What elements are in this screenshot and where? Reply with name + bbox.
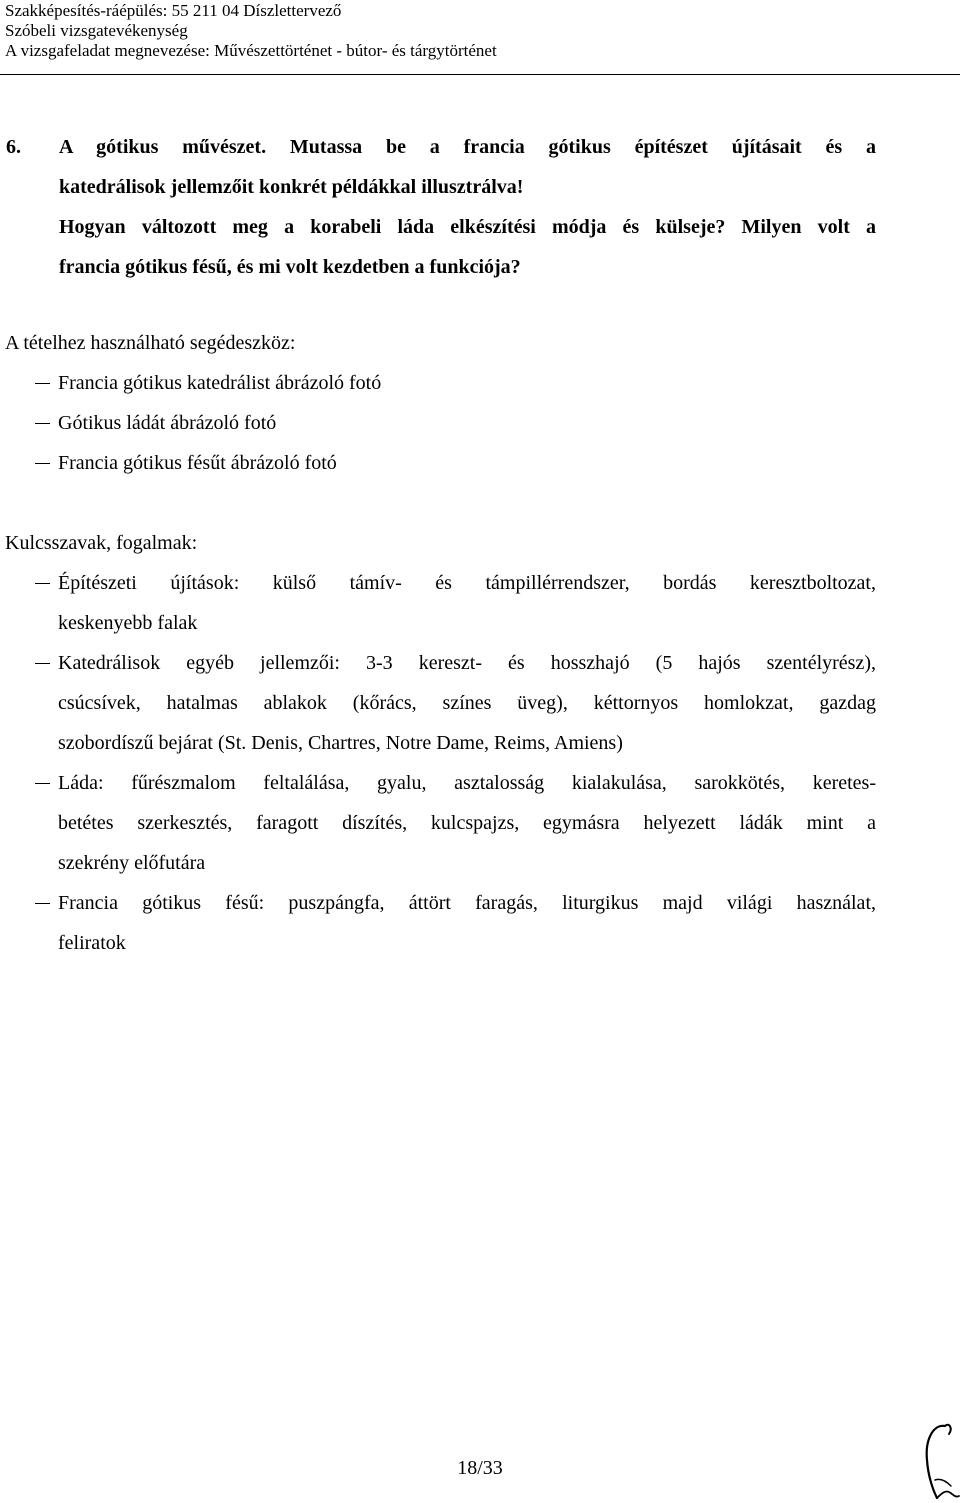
question-line: Hogyan változott meg a korabeli láda elkészítési módja és külseje? Milyen volt a [59, 216, 876, 238]
list-item: Építészeti újítások: külső támív- és támpillérrendszer, bordás keresztboltozat, keskenyebb falak [5, 563, 876, 643]
list-item: Gótikus ládát ábrázoló fotó [5, 403, 876, 443]
list-item: Francia gótikus fésű: puszpángfa, áttört faragás, liturgikus majd világi használat, feliratok [5, 883, 876, 963]
question-line: A gótikus művészet. Mutassa be a francia gótikus építészet újításait és a [59, 136, 876, 158]
dash-bullet [35, 783, 50, 784]
tools-list [5, 363, 876, 483]
header-exam-task: A vizsgafeladat megnevezése: Művészettörténet - bútor- és tárgytörténet [5, 41, 497, 60]
keywords-list [5, 563, 876, 963]
dash-bullet [35, 423, 50, 424]
header-exam-type: Szóbeli vizsgatevékenység [5, 21, 188, 40]
list-item: Francia gótikus fésűt ábrázoló fotó [5, 443, 876, 483]
keywords-heading: Kulcsszavak, fogalmak: [5, 532, 198, 554]
dash-bullet [35, 583, 50, 584]
page-header [5, 1, 497, 61]
page-number: 18/33 [457, 1457, 503, 1479]
dash-bullet [35, 463, 50, 464]
dash-bullet [35, 663, 50, 664]
dash-bullet [35, 903, 50, 904]
list-item: Francia gótikus katedrálist ábrázoló fotó [5, 363, 876, 403]
dash-bullet [35, 383, 50, 384]
header-divider [0, 74, 960, 75]
signature-mark [915, 1418, 960, 1503]
list-item: Láda: fűrészmalom feltalálása, gyalu, asztalosság kialakulása, sarokkötés, keretes- betétes szerkesztés, faragott díszítés, kulcspajzs, egymásra helyezett ládák mint a szekrény előfutára [5, 763, 876, 883]
question-number: 6. [6, 136, 21, 158]
question-line: francia gótikus fésű, és mi volt kezdetben a funkciója? [59, 256, 521, 278]
question-block [6, 127, 876, 287]
list-item: Katedrálisok egyéb jellemzői: 3-3 kereszt- és hosszhajó (5 hajós szentélyrész), csúcsívek, hatalmas ablakok (kőrács, színes üveg), kéttornyos homlokzat, gazdag szobordíszű bejárat (St. Denis, Chartres, Notre Dame, Reims, Amiens) [5, 643, 876, 763]
tools-heading: A tételhez használható segédeszköz: [5, 332, 296, 354]
question-line: katedrálisok jellemzőit konkrét példákkal illusztrálva! [59, 176, 524, 198]
header-qualification: Szakképesítés-ráépülés: 55 211 04 Díszlettervező [5, 1, 342, 20]
